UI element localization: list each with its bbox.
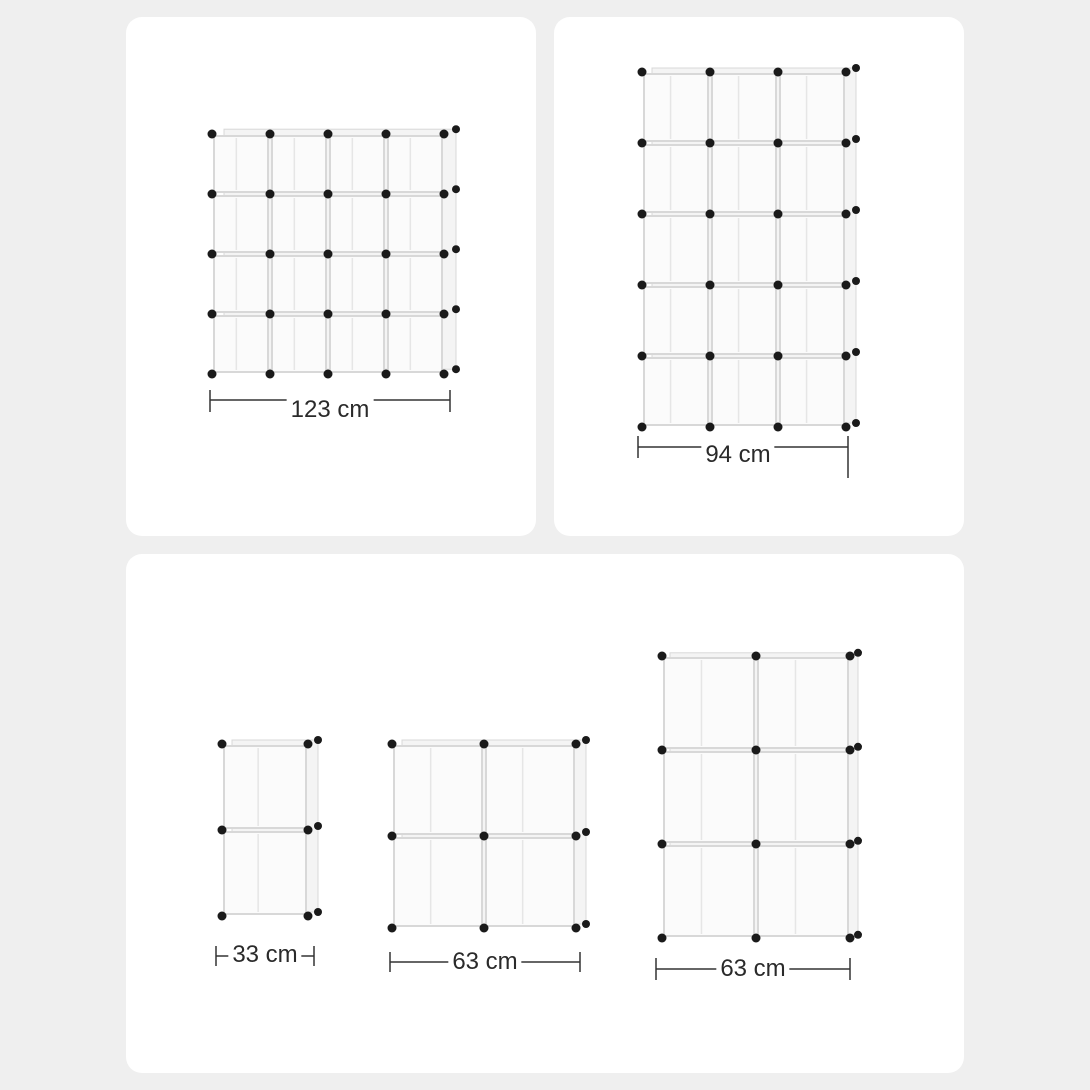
connector-node	[774, 423, 783, 432]
connector-node	[382, 310, 391, 319]
connector-node	[440, 310, 449, 319]
connector-node	[854, 837, 862, 845]
connector-node	[752, 652, 761, 661]
connector-node	[304, 912, 313, 921]
connector-node	[842, 210, 851, 219]
connector-node	[774, 210, 783, 219]
cube-cell	[758, 752, 848, 842]
connector-node	[382, 370, 391, 379]
connector-node	[752, 840, 761, 849]
connector-node	[854, 649, 862, 657]
connector-node	[452, 305, 460, 313]
connector-node	[706, 68, 715, 77]
cube-cell	[214, 316, 268, 372]
cube-cell	[224, 746, 306, 828]
cube-cell	[394, 838, 482, 926]
connector-node	[382, 250, 391, 259]
connector-node	[572, 832, 581, 841]
connector-node	[314, 822, 322, 830]
connector-node	[452, 185, 460, 193]
cube-cell	[214, 196, 268, 252]
connector-node	[774, 281, 783, 290]
connector-node	[208, 190, 217, 199]
connector-node	[846, 840, 855, 849]
connector-node	[638, 423, 647, 432]
connector-node	[852, 277, 860, 285]
cube-cell	[388, 256, 442, 312]
connector-node	[706, 210, 715, 219]
cube-cell	[330, 136, 384, 192]
cube-cell	[780, 358, 844, 425]
connector-node	[208, 130, 217, 139]
cube-shelf-4x4-illustration	[200, 120, 480, 440]
connector-node	[304, 826, 313, 835]
connector-node	[324, 310, 333, 319]
cube-cell	[330, 316, 384, 372]
connector-node	[638, 210, 647, 219]
connector-node	[324, 130, 333, 139]
connector-node	[752, 934, 761, 943]
connector-node	[572, 924, 581, 933]
connector-node	[572, 740, 581, 749]
cube-shelf-2x2-illustration	[380, 734, 610, 984]
connector-node	[324, 250, 333, 259]
cube-shelf-1x2-illustration	[210, 734, 340, 974]
connector-node	[658, 934, 667, 943]
cube-cell	[388, 316, 442, 372]
cube-cell	[712, 287, 776, 354]
connector-node	[452, 245, 460, 253]
connector-node	[852, 64, 860, 72]
connector-node	[842, 352, 851, 361]
connector-node	[658, 746, 667, 755]
connector-node	[480, 740, 489, 749]
cube-cell	[664, 752, 754, 842]
cube-cell	[712, 74, 776, 141]
connector-node	[842, 423, 851, 432]
cube-grid	[638, 64, 861, 432]
connector-node	[706, 281, 715, 290]
connector-node	[266, 310, 275, 319]
cube-cell	[388, 196, 442, 252]
connector-node	[382, 190, 391, 199]
connector-node	[774, 139, 783, 148]
connector-node	[440, 130, 449, 139]
connector-node	[852, 348, 860, 356]
cube-cell	[272, 196, 326, 252]
connector-node	[218, 740, 227, 749]
connector-node	[208, 250, 217, 259]
connector-node	[324, 370, 333, 379]
cube-cell	[644, 145, 708, 212]
connector-node	[266, 130, 275, 139]
cube-cell	[712, 358, 776, 425]
cube-cell	[224, 832, 306, 914]
connector-node	[854, 743, 862, 751]
connector-node	[846, 934, 855, 943]
connector-node	[752, 746, 761, 755]
connector-node	[774, 68, 783, 77]
connector-node	[582, 920, 590, 928]
cube-cell	[486, 838, 574, 926]
connector-node	[774, 352, 783, 361]
connector-node	[852, 135, 860, 143]
connector-node	[842, 281, 851, 290]
connector-node	[638, 139, 647, 148]
connector-node	[706, 423, 715, 432]
connector-node	[842, 139, 851, 148]
cube-cell	[214, 256, 268, 312]
connector-node	[208, 310, 217, 319]
cube-cell	[486, 746, 574, 834]
connector-node	[706, 352, 715, 361]
connector-node	[638, 352, 647, 361]
cube-cell	[644, 74, 708, 141]
connector-node	[480, 924, 489, 933]
connector-node	[304, 740, 313, 749]
connector-node	[658, 652, 667, 661]
connector-node	[218, 912, 227, 921]
connector-node	[266, 250, 275, 259]
dimension-label-123cm: 123 cm	[287, 396, 374, 424]
cube-cell	[780, 145, 844, 212]
cube-cell	[272, 316, 326, 372]
cube-cell	[664, 658, 754, 748]
connector-node	[846, 652, 855, 661]
cube-cell	[330, 196, 384, 252]
cube-grid	[388, 736, 591, 933]
cube-cell	[758, 658, 848, 748]
cube-cell	[780, 74, 844, 141]
dimension-label-94cm: 94 cm	[701, 441, 774, 469]
connector-node	[208, 370, 217, 379]
cube-grid	[208, 125, 461, 378]
cube-shelf-3x5-illustration	[628, 60, 888, 490]
connector-node	[440, 370, 449, 379]
connector-node	[266, 370, 275, 379]
cube-cell	[388, 136, 442, 192]
dimension-label-63cm-2x3: 63 cm	[716, 955, 789, 983]
connector-node	[266, 190, 275, 199]
cube-cell	[780, 216, 844, 283]
connector-node	[452, 125, 460, 133]
connector-node	[638, 68, 647, 77]
connector-node	[842, 68, 851, 77]
cube-cell	[664, 846, 754, 936]
cube-cell	[330, 256, 384, 312]
cube-cell	[712, 216, 776, 283]
cube-grid	[658, 649, 863, 943]
cube-cell	[214, 136, 268, 192]
connector-node	[452, 365, 460, 373]
cube-cell	[644, 287, 708, 354]
cube-shelf-2x3-illustration	[650, 648, 890, 988]
connector-node	[388, 740, 397, 749]
connector-node	[314, 736, 322, 744]
connector-node	[658, 840, 667, 849]
cube-cell	[272, 256, 326, 312]
connector-node	[852, 419, 860, 427]
connector-node	[638, 281, 647, 290]
connector-node	[582, 828, 590, 836]
cube-cell	[712, 145, 776, 212]
connector-node	[480, 832, 489, 841]
connector-node	[314, 908, 322, 916]
connector-node	[440, 190, 449, 199]
dimension-label-63cm-2x2: 63 cm	[448, 948, 521, 976]
cube-cell	[780, 287, 844, 354]
connector-node	[854, 931, 862, 939]
cube-grid	[218, 736, 323, 921]
connector-node	[706, 139, 715, 148]
cube-cell	[272, 136, 326, 192]
dimension-label-33cm: 33 cm	[228, 941, 301, 969]
connector-node	[388, 832, 397, 841]
cube-cell	[644, 216, 708, 283]
connector-node	[852, 206, 860, 214]
connector-node	[846, 746, 855, 755]
cube-cell	[394, 746, 482, 834]
connector-node	[388, 924, 397, 933]
connector-node	[440, 250, 449, 259]
cube-cell	[758, 846, 848, 936]
connector-node	[582, 736, 590, 744]
connector-node	[218, 826, 227, 835]
connector-node	[324, 190, 333, 199]
cube-cell	[644, 358, 708, 425]
connector-node	[382, 130, 391, 139]
